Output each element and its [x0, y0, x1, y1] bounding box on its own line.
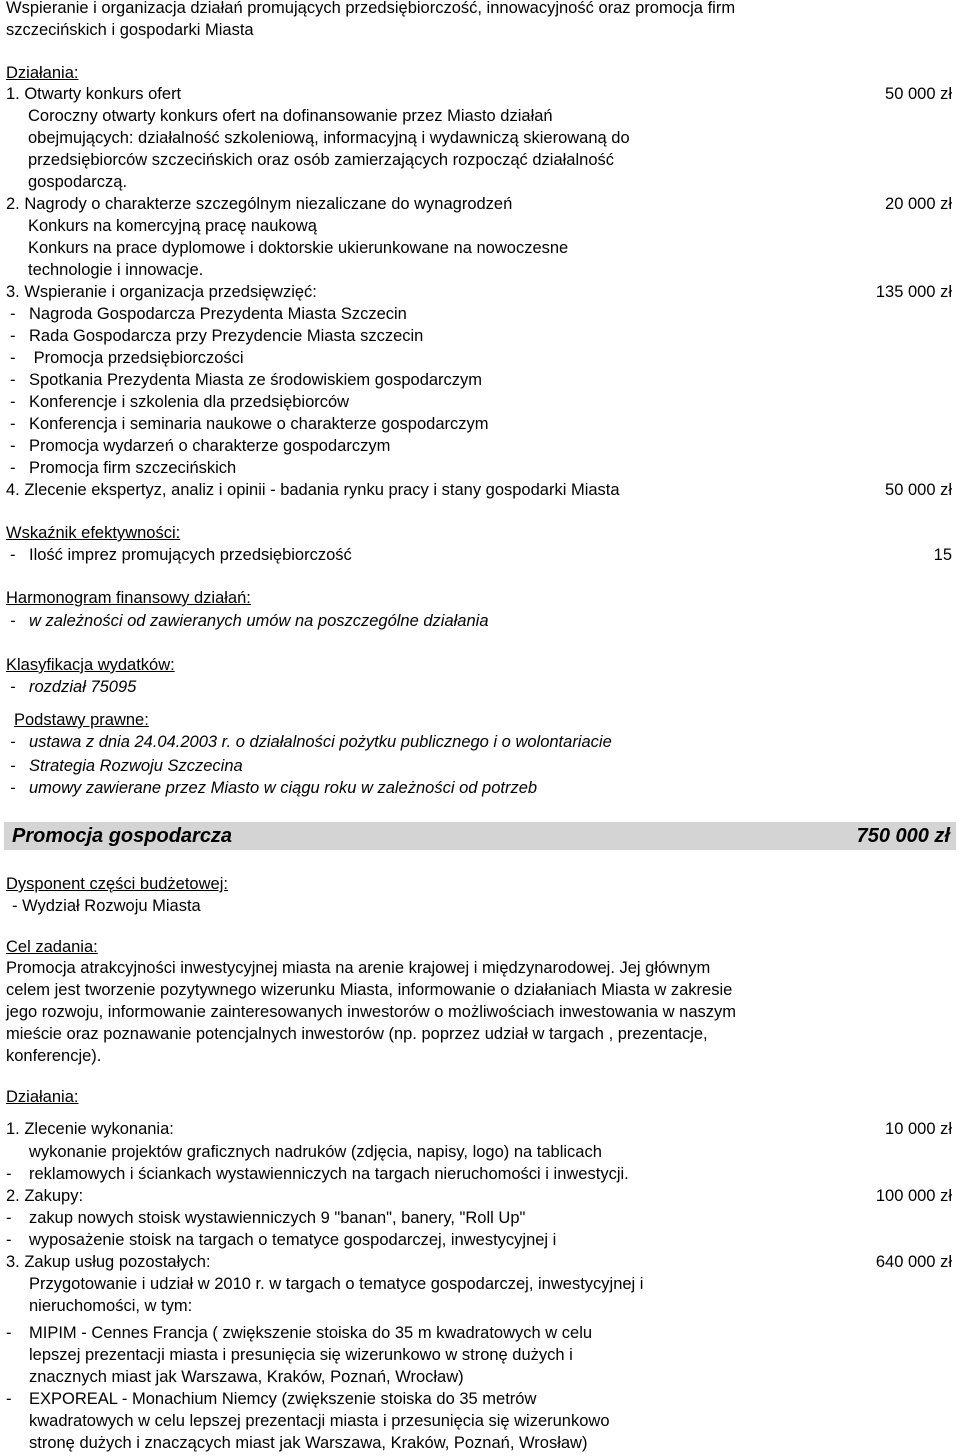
goal-label: Cel zadania:: [6, 938, 98, 956]
item1-amount: 50 000 zł: [885, 85, 952, 103]
item2-line: Konkurs na komercyjną pracę naukową: [28, 217, 317, 235]
action1-line: reklamowych i ściankach wystawienniczych na targach nieruchomości i inwestycji.: [29, 1165, 629, 1183]
section-total: 750 000 zł: [856, 825, 950, 847]
classification-label: Klasyfikacja wydatków:: [6, 656, 175, 674]
legal-item: umowy zawierane przez Miasto w ciągu roku w zależności od potrzeb: [29, 779, 538, 797]
bullet-dash: -: [6, 1231, 12, 1249]
mipim-line: lepszej prezentacji miasta i presunięcia się wizerunkowo w stronę dużych i: [29, 1346, 573, 1364]
bullet-dash: -: [10, 415, 16, 433]
action2-line: wyposażenie stoisk na targach o tematyce gospodarczej, inwestycyjnej i: [29, 1231, 557, 1249]
item1-line: obejmujących: działalność szkoleniową, informacyjną i wydawniczą skierowaną do: [28, 129, 630, 147]
exporeal-line: stronę dużych i znaczących miast jak Warszawa, Kraków, Poznań, Wrosław): [29, 1434, 588, 1452]
action1-line: wykonanie projektów graficznych nadruków (zdjęcia, napisy, logo) na tablicach: [29, 1143, 602, 1161]
item2-amount: 20 000 zł: [885, 195, 952, 213]
action1-amount: 10 000 zł: [885, 1120, 952, 1138]
dysponent-label: Dysponent części budżetowej:: [6, 875, 228, 893]
action2-title: 2. Zakupy:: [6, 1187, 84, 1205]
bullet-dash: -: [6, 1165, 12, 1183]
legal-item: ustawa z dnia 24.04.2003 r. o działalności pożytku publicznego i o wolontariacie: [29, 733, 612, 751]
action3-title: 3. Zakup usług pozostałych:: [6, 1253, 211, 1271]
item3-bullet: Konferencja i seminaria naukowe o charakterze gospodarczym: [29, 415, 489, 433]
action2-line: zakup nowych stoisk wystawienniczych 9 "banan", banery, "Roll Up": [29, 1209, 526, 1227]
item3-bullet: Nagroda Gospodarcza Prezydenta Miasta Szczecin: [29, 305, 407, 323]
item1-line: przedsiębiorców szczecińskich oraz osób zamierzających rozpocząć działalność: [28, 151, 614, 169]
schedule-text: w zależności od zawieranych umów na poszczególne działania: [29, 612, 489, 630]
item3-title: 3. Wspieranie i organizacja przedsięwzięć:: [6, 283, 317, 301]
bullet-dash: -: [10, 371, 16, 389]
item2-line: Konkurs na prace dyplomowe i doktorskie ukierunkowane na nowoczesne: [28, 239, 569, 257]
section-banner: [4, 822, 956, 850]
goal-line: mieście oraz poznawanie potencjalnych inwestorów (np. poprzez udział w targach , prezentacje,: [6, 1025, 708, 1043]
bullet-dash: -: [10, 393, 16, 411]
classification-text: rozdział 75095: [29, 678, 137, 696]
item4-amount: 50 000 zł: [885, 481, 952, 499]
bullet-dash: -: [6, 1390, 12, 1408]
indicator-label: Wskaźnik efektywności:: [6, 524, 181, 542]
item2-line: technologie i innowacje.: [28, 261, 204, 279]
bullet-dash: -: [10, 612, 16, 630]
dysponent-text: - Wydział Rozwoju Miasta: [12, 897, 201, 915]
item1-title: 1. Otwarty konkurs ofert: [6, 85, 182, 103]
heading-line-1: Wspieranie i organizacja działań promujących przedsiębiorczość, innowacyjność oraz promocja firm: [6, 0, 736, 17]
indicator-text: Ilość imprez promujących przedsiębiorczość: [29, 546, 352, 564]
item3-bullet: Promocja firm szczecińskich: [29, 459, 237, 477]
indicator-value: 15: [933, 546, 952, 564]
legal-item: Strategia Rozwoju Szczecina: [29, 757, 243, 775]
bullet-dash: -: [10, 678, 16, 696]
exporeal-line: kwadratowych w celu lepszej prezentacji miasta i przesunięcia się wizerunkowo: [29, 1412, 610, 1430]
item1-line: Coroczny otwarty konkurs ofert na dofinansowanie przez Miasto działań: [28, 107, 553, 125]
item3-amount: 135 000 zł: [875, 283, 952, 301]
bullet-dash: -: [10, 437, 16, 455]
item3-bullet: Spotkania Prezydenta Miasta ze środowiskiem gospodarczym: [29, 371, 483, 389]
item3-bullet: Promocja wydarzeń o charakterze gospodarczym: [29, 437, 391, 455]
bullet-dash: -: [6, 1324, 12, 1342]
bullet-dash: -: [10, 305, 16, 323]
heading-line-2: szczecińskich i gospodarki Miasta: [6, 21, 254, 39]
mipim-line: znacznych miast jak Warszawa, Kraków, Poznań, Wrocław): [29, 1368, 464, 1386]
bullet-dash: -: [6, 1209, 12, 1227]
schedule-label: Harmonogram finansowy działań:: [6, 589, 251, 607]
section-title: Promocja gospodarcza: [12, 825, 233, 847]
action3-intro: nieruchomości, w tym:: [29, 1297, 193, 1315]
goal-line: jego rozwoju, informowanie zainteresowanych inwestorów o możliwościach inwestowania w naszym: [6, 1003, 736, 1021]
goal-line: konferencje).: [6, 1047, 102, 1065]
bullet-dash: -: [10, 546, 16, 564]
item1-line: gospodarczą.: [28, 173, 128, 191]
bullet-dash: -: [10, 327, 16, 345]
bullet-dash: -: [10, 779, 16, 797]
item3-bullet: Rada Gospodarcza przy Prezydencie Miasta szczecin: [29, 327, 424, 345]
item2-title: 2. Nagrody o charakterze szczególnym niezaliczane do wynagrodzeń: [6, 195, 513, 213]
actions-label-2: Działania:: [6, 1088, 79, 1106]
bullet-dash: -: [10, 349, 16, 367]
action1-title: 1. Zlecenie wykonania:: [6, 1120, 174, 1138]
legal-label: Podstawy prawne:: [14, 711, 149, 729]
goal-line: Promocja atrakcyjności inwestycyjnej miasta na arenie krajowej i międzynarodowej. Jej głównym: [6, 959, 711, 977]
action3-amount: 640 000 zł: [875, 1253, 952, 1271]
item4-title: 4. Zlecenie ekspertyz, analiz i opinii - badania rynku pracy i stany gospodarki Miasta: [6, 481, 620, 499]
goal-line: celem jest tworzenie pozytywnego wizerunku Miasta, informowanie o działaniach Miasta w zakresie: [6, 981, 733, 999]
action3-intro: Przygotowanie i udział w 2010 r. w targach o tematyce gospodarczej, inwestycyjnej i: [29, 1275, 644, 1293]
item3-bullet: Konferencje i szkolenia dla przedsiębiorców: [29, 393, 350, 411]
mipim-line: MIPIM - Cennes Francja ( zwiększenie stoiska do 35 m kwadratowych w celu: [29, 1324, 593, 1342]
actions-label: Działania:: [6, 64, 79, 82]
action2-amount: 100 000 zł: [875, 1187, 952, 1205]
exporeal-line: EXPOREAL - Monachium Niemcy (zwiększenie stoiska do 35 metrów: [29, 1390, 537, 1408]
bullet-dash: -: [10, 757, 16, 775]
item3-bullet: Promocja przedsiębiorczości: [29, 349, 244, 367]
bullet-dash: -: [10, 733, 16, 751]
bullet-dash: -: [10, 459, 16, 477]
